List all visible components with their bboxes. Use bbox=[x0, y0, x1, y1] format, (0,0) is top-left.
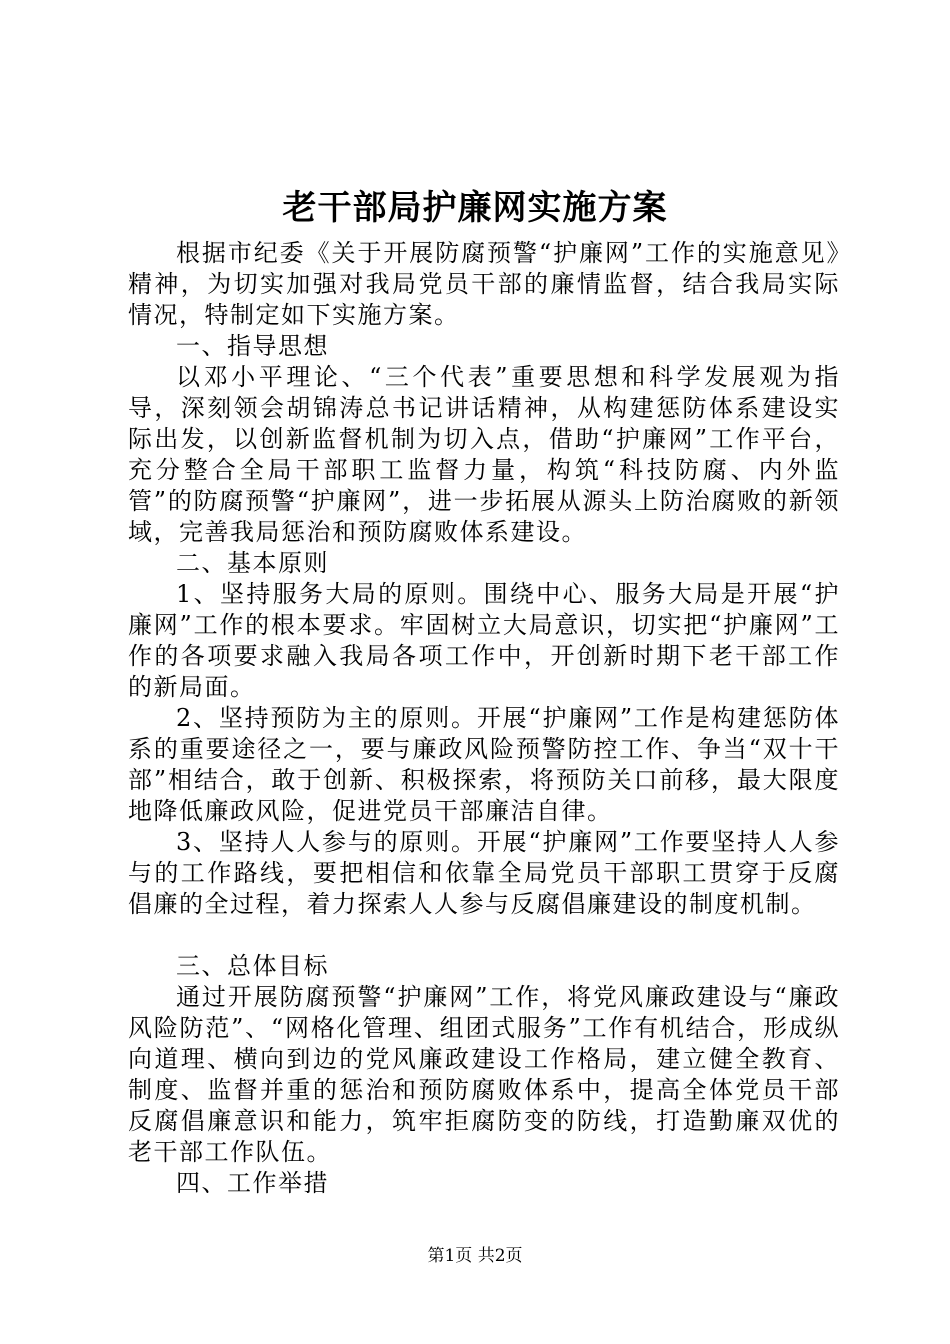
page-footer: 第1页 共2页 bbox=[427, 1246, 523, 1266]
section-heading-work-measures: 四、工作举措 bbox=[176, 1169, 329, 1197]
blank-line bbox=[128, 920, 840, 951]
document-title: 老干部局护廉网实施方案 bbox=[282, 188, 668, 228]
overall-goal-paragraph: 通过开展防腐预警“护廉网”工作，将党风廉政建设与“廉政风险防范”、“网格化管理、组团式服务”工作有机结合，形成纵向道理、横向到边的党风廉政建设工作格局，建立健全教育、制度、监督并重的惩治和预防腐败体系中，提高全体党员干部反腐倡廉意识和能力，筑牢拒腐防变的防线，打造勤廉双优的老干部工作队伍。 bbox=[128, 983, 840, 1166]
document-body bbox=[128, 238, 840, 1199]
principle-1-paragraph: 1、坚持服务大局的原则。围绕中心、服务大局是开展“护廉网”工作的根本要求。牢固树立大局意识，切实把“护廉网”工作的各项要求融入我局各项工作中，开创新时期下老干部工作的新局面。 bbox=[128, 580, 840, 701]
principle-3-paragraph: 3、坚持人人参与的原则。开展“护廉网”工作要坚持人人参与的工作路线，要把相信和依靠全局党员干部职工贯穿于反腐倡廉的全过程，着力探索人人参与反腐倡廉建设的制度机制。 bbox=[128, 828, 840, 918]
principle-2-paragraph: 2、坚持预防为主的原则。开展“护廉网”工作是构建惩防体系的重要途径之一，要与廉政风险预警防控工作、争当“双十干部”相结合，敢于创新、积极探索，将预防关口前移，最大限度地降低廉政风险，促进党员干部廉洁自律。 bbox=[128, 704, 840, 825]
guiding-ideology-paragraph: 以邓小平理论、“三个代表”重要思想和科学发展观为指导，深刻领会胡锦涛总书记讲话精神，从构建惩防体系建设实际出发，以创新监督机制为切入点，借助“护廉网”工作平台，充分整合全局干部职工监督力量，构筑“科技防腐、内外监管”的防腐预警“护廉网”，进一步拓展从源头上防治腐败的新领域，完善我局惩治和预防腐败体系建设。 bbox=[128, 363, 840, 546]
section-heading-overall-goal: 三、总体目标 bbox=[176, 952, 329, 980]
section-heading-guiding-ideology: 一、指导思想 bbox=[176, 332, 329, 360]
intro-paragraph: 根据市纪委《关于开展防腐预警“护廉网”工作的实施意见》精神，为切实加强对我局党员干部的廉情监督，结合我局实际情况，特制定如下实施方案。 bbox=[128, 239, 840, 329]
section-heading-basic-principles: 二、基本原则 bbox=[176, 549, 329, 577]
